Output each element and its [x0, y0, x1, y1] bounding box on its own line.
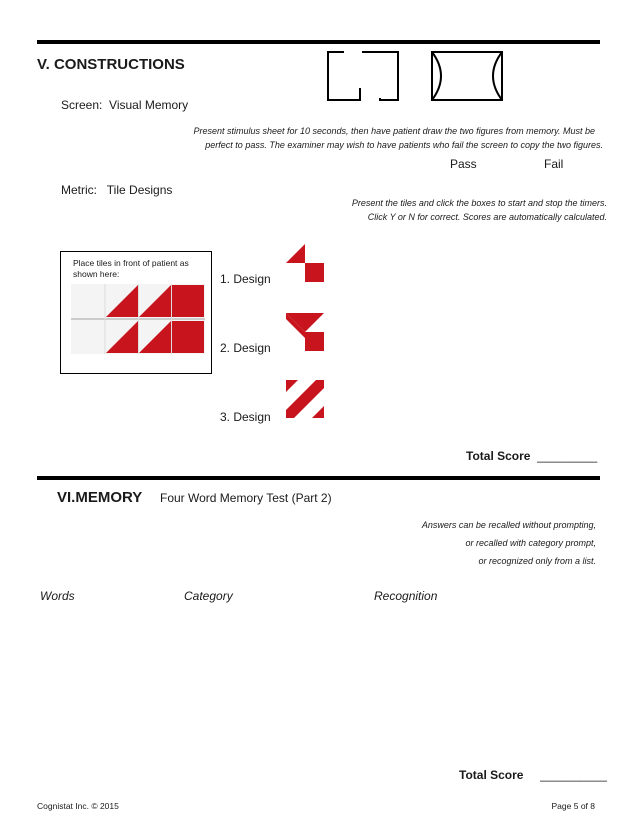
design-1-label: 1. Design	[220, 272, 271, 286]
section6-subtitle: Four Word Memory Test (Part 2)	[160, 491, 332, 505]
design-1-graphic	[286, 244, 324, 282]
column-header-words: Words	[40, 589, 75, 603]
section5-total-score-label: Total Score	[466, 449, 531, 463]
stimulus-figures	[320, 48, 510, 106]
stimulus-open-square-left	[328, 52, 360, 100]
section5-total-score	[466, 449, 597, 463]
tile-reference-caption: Place tiles in front of patient as shown here:	[73, 258, 189, 279]
metric-label: Metric:	[61, 183, 97, 197]
metric-value: Tile Designs	[106, 183, 173, 197]
section-title-constructions: V. CONSTRUCTIONS	[37, 56, 185, 73]
tile-arrangement-graphic	[71, 284, 205, 354]
section6-title: MEMORY	[75, 489, 143, 506]
stimulus-box-with-arcs	[432, 52, 502, 100]
section6-number: VI.	[57, 489, 76, 506]
fail-option[interactable]: Fail	[544, 157, 564, 171]
stimulus-open-square-right	[362, 52, 398, 100]
memory-note-3: or recognized only from a list.	[478, 556, 596, 566]
memory-note-1: Answers can be recalled without prompting,	[421, 520, 596, 530]
screen-label: Screen:	[61, 98, 103, 112]
column-header-recognition: Recognition	[374, 589, 438, 603]
design-2-graphic	[286, 313, 324, 351]
metric-row	[61, 183, 172, 197]
metric-instructions	[300, 196, 607, 224]
design-3-label: 3. Design	[220, 410, 271, 424]
screen-row	[61, 98, 188, 112]
column-header-category: Category	[184, 589, 233, 603]
tile-arrangement	[71, 284, 205, 354]
metric-instructions-line2: Click Y or N for correct. Scores are automatically calculated.	[367, 212, 607, 222]
section6-total-score	[459, 768, 607, 782]
screen-instructions-line1: Present stimulus sheet for 10 seconds, then have patient draw the two figures from memory. Must be	[193, 126, 595, 136]
metric-instructions-line1: Present the tiles and click the boxes to start and stop the timers.	[351, 198, 607, 208]
tile-tr3	[172, 285, 204, 317]
section-title-memory	[57, 489, 142, 507]
section6-total-score-label: Total Score	[459, 768, 524, 782]
section5-total-score-field[interactable]: _________	[537, 449, 598, 463]
screen-value: Visual Memory	[109, 98, 189, 112]
memory-note-2: or recalled with category prompt,	[465, 538, 596, 548]
footer-page-number: Page 5 of 8	[551, 801, 595, 811]
tile-br3	[172, 321, 204, 353]
screen-instructions-line2: perfect to pass. The examiner may wish to have patients who fail the screen to copy the two figures.	[205, 140, 603, 150]
pass-option[interactable]: Pass	[450, 157, 477, 171]
memory-notes	[300, 516, 596, 570]
footer-copyright: Cognistat Inc. © 2015	[37, 801, 119, 811]
design-3-graphic	[286, 380, 324, 418]
section-divider-middle	[37, 476, 600, 480]
section6-total-score-field[interactable]: __________	[540, 768, 607, 782]
section-divider-top	[37, 40, 600, 44]
design-2-label: 2. Design	[220, 341, 271, 355]
screen-instructions	[120, 124, 603, 152]
tile-reference-box	[60, 251, 212, 374]
